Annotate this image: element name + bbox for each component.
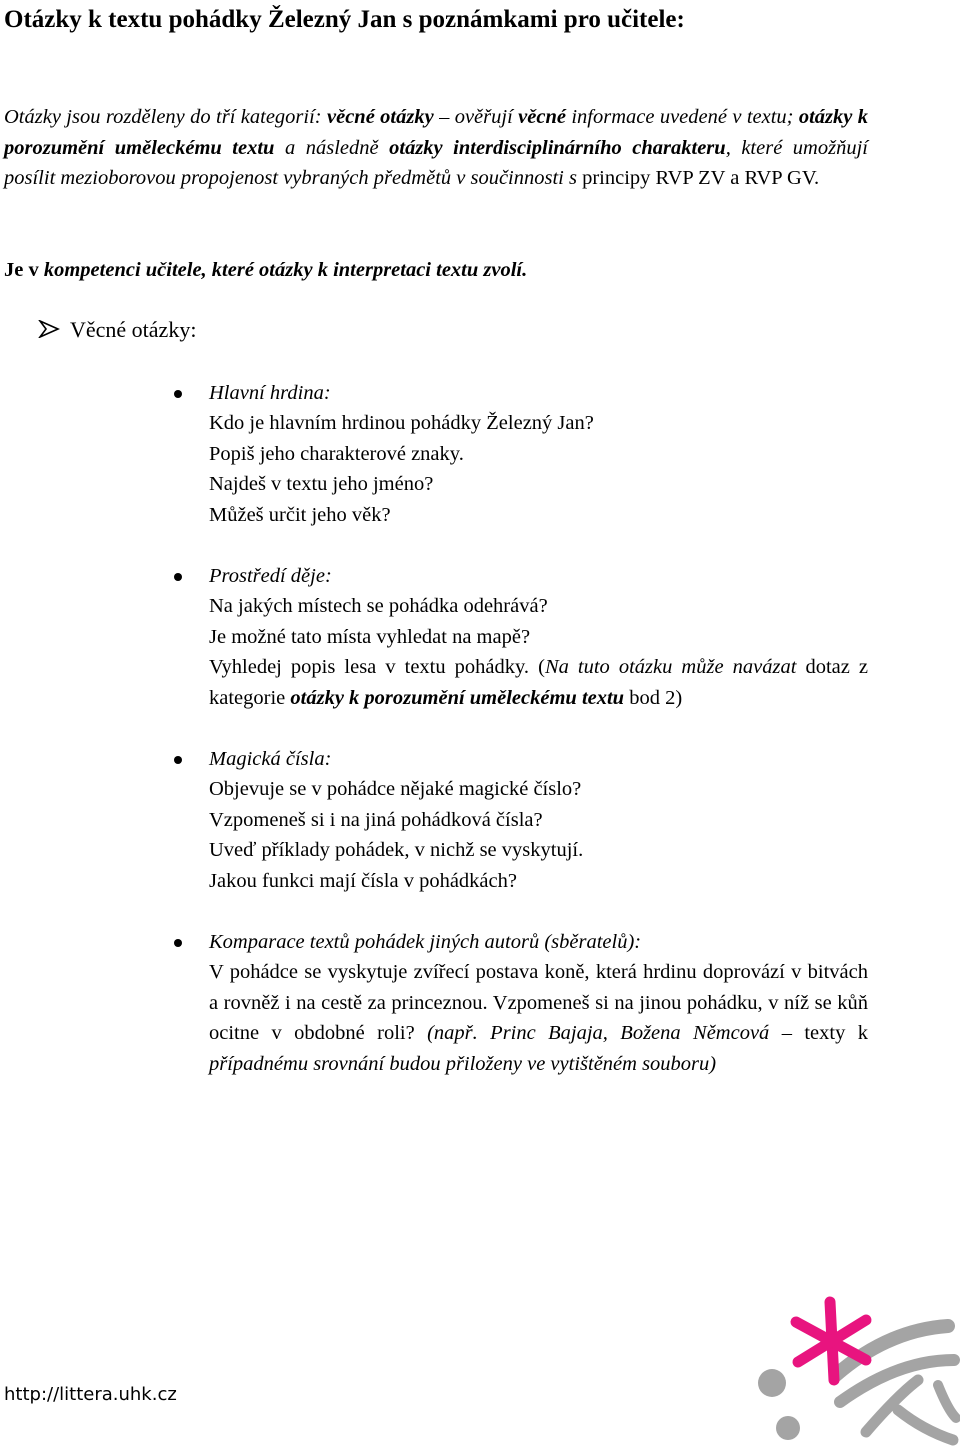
bullet-main-hero [174, 378, 868, 530]
bullet-dot [174, 756, 182, 764]
bullet-label: Magická čísla: [209, 748, 332, 770]
bullet-comparison [174, 927, 868, 1079]
section-heading-text: Věcné otázky: [70, 317, 197, 342]
logo-gray-dot [776, 1416, 800, 1440]
bullet-dot [174, 390, 182, 398]
question-line: Objevuje se v pohádce nějaké magické číslo? [209, 778, 582, 801]
question-note: (např. Princ Bajaja, Božena Němcová [427, 1022, 770, 1045]
question-text: bod 2) [624, 686, 683, 709]
intro-text: – ověřují [433, 106, 519, 128]
question-text: dotaz z kategorie [209, 656, 868, 709]
bullet-label: Hlavní hrdina: [209, 382, 331, 404]
question-line: Kdo je hlavním hrdinou pohádky Železný Jan? [209, 412, 594, 435]
bullet-magic-numbers [174, 744, 868, 896]
question-line: Uveď příklady pohádek, v nichž se vyskytují. [209, 839, 584, 862]
question-line: Jakou funkci mají čísla v pohádkách? [209, 869, 517, 892]
intro-emphasis: věcné otázky [327, 106, 434, 128]
question-paragraph [209, 957, 868, 1079]
intro-text: principy RVP ZV a RVP GV. [576, 167, 820, 189]
bullet-label: Prostředí děje: [209, 565, 332, 587]
logo-gray-swooshes [836, 1326, 956, 1440]
question-emphasis: otázky k porozumění uměleckému textu [290, 686, 625, 709]
question-line: Je možné tato místa vyhledat na mapě? [209, 625, 531, 648]
intro-emphasis: věcné [518, 106, 566, 128]
note-text: kompetenci učitele, které otázky k interpretaci textu zvolí. [38, 259, 528, 281]
document-title: Otázky k textu pohádky Železný Jan s poznámkami pro učitele: [4, 6, 685, 33]
section-heading [38, 314, 196, 346]
intro-text: informace uvedené v textu; [565, 106, 799, 128]
intro-paragraph [4, 102, 868, 194]
question-line: Vzpomeneš si i na jiná pohádková čísla? [209, 808, 543, 831]
note-prefix: Je v [4, 259, 39, 281]
littera-logo [748, 1290, 960, 1455]
teacher-note [4, 255, 527, 285]
footer-url-link[interactable]: http://littera.uhk.cz [4, 1384, 177, 1405]
bullet-setting [174, 561, 868, 713]
intro-text: Otázky jsou rozděleny do tří kategorií: [4, 106, 327, 128]
bullet-dot [174, 939, 182, 947]
question-note: Na tuto otázku může navázat [544, 656, 797, 679]
logo-gray-dot [758, 1369, 786, 1397]
arrow-bullet-icon [38, 320, 60, 338]
question-paragraph [209, 652, 868, 713]
question-line: Můžeš určit jeho věk? [209, 503, 391, 526]
question-text: V pohádce se vyskytuje zvířecí postava koně, která hrdinu doprovází v bitvách a rovněž i na cestě za princeznou. Vzpomeneš si na jinou pohádku, v níž se kůň ocitne v obdobné roli? [209, 961, 868, 1045]
question-text: Vyhledej popis lesa v textu pohádky. ( [209, 656, 545, 679]
intro-text: a následně [274, 136, 390, 159]
intro-text: , které umožňují posílit mezioborovou propojenost vybraných předmětů v součinnosti s [4, 136, 868, 189]
question-line: Popiš jeho charakterové znaky. [209, 442, 464, 465]
question-line: Najdeš v textu jeho jméno? [209, 473, 434, 496]
question-note: případnému srovnání budou přiloženy ve vytištěném souboru) [209, 1052, 717, 1075]
intro-emphasis: otázky interdisciplinárního charakteru [389, 136, 726, 159]
intro-emphasis: otázky k porozumění uměleckému textu [4, 106, 869, 159]
question-text: – texty k [769, 1022, 868, 1045]
question-line: Na jakých místech se pohádka odehrává? [209, 595, 548, 618]
bullet-label: Komparace textů pohádek jiných autorů (sběratelů): [209, 931, 642, 953]
bullet-dot [174, 573, 182, 581]
